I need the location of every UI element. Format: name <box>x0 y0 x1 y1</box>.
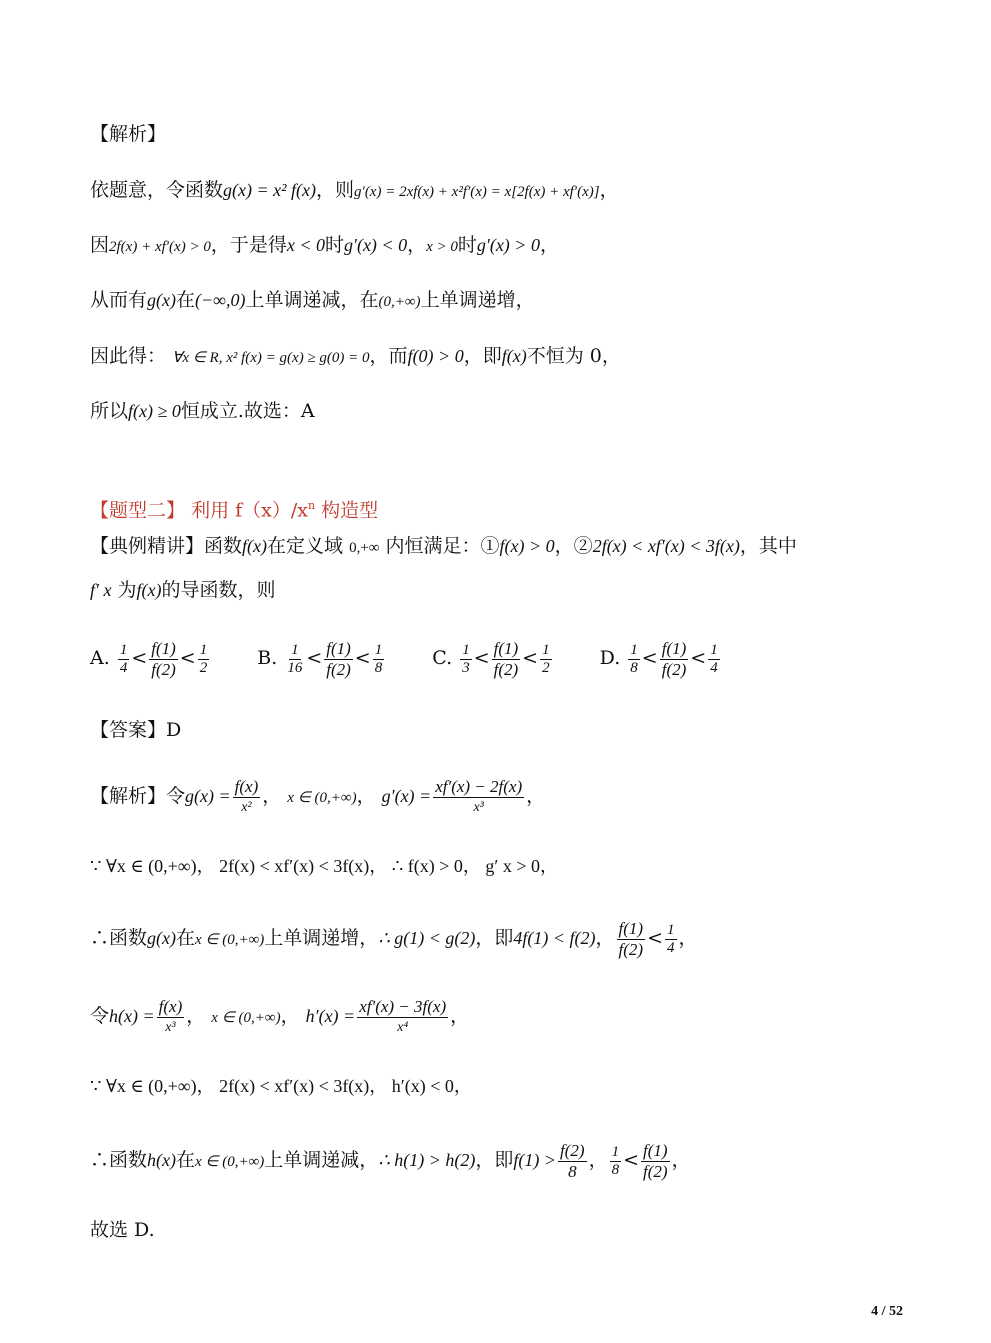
type-sup: n <box>307 499 316 512</box>
frac-den: 3 <box>462 659 470 676</box>
formula: 2f(x) < xf′(x) < 3f(x) <box>592 536 740 556</box>
frac-num: f(1) <box>618 918 644 938</box>
text: 从而有 <box>90 289 148 311</box>
text: ，即 <box>475 927 514 949</box>
formula: g(x) <box>147 928 176 948</box>
text: 上单调递减， <box>264 1149 379 1171</box>
formula: f(1) > <box>513 1150 557 1170</box>
text: ∴函数 <box>90 927 148 949</box>
frac-num: 1 <box>710 641 718 658</box>
frac-den: x³ <box>165 1019 176 1035</box>
text: ，则 <box>316 179 355 201</box>
text: ， <box>599 179 619 201</box>
frac-num: f(1) <box>643 1140 668 1160</box>
formula: h(x) <box>147 1150 176 1170</box>
frac-num: 1 <box>291 641 299 658</box>
frac-num: xf′(x) − 3f(x) <box>359 996 447 1016</box>
frac-num: f(1) <box>493 638 519 658</box>
type-title: 利用 f（x）/x <box>191 499 308 522</box>
analysis-line-1 <box>90 176 931 206</box>
text: 的导函数，则 <box>161 579 276 601</box>
solution-line-1 <box>90 774 931 820</box>
text: ， <box>407 234 427 256</box>
text: 因此得： <box>90 345 167 367</box>
text: 上单调递减，在 <box>245 289 379 311</box>
text: 在定义域 <box>267 535 344 557</box>
text: 令 <box>90 1005 110 1027</box>
text: ，即 <box>463 345 502 367</box>
frac-den: x³ <box>473 799 484 815</box>
frac-den: x² <box>241 799 252 815</box>
analysis-line-2 <box>90 231 931 261</box>
solution-line-5 <box>90 1072 931 1100</box>
options-row <box>90 636 931 680</box>
formula: f(x) <box>242 536 268 556</box>
frac-den: f(2) <box>661 659 687 679</box>
formula: g(x) <box>147 290 176 310</box>
option-d[interactable]: D. $\frac{1}{8}$ < $\frac{f(1)}{f(2)}$ < $\frac{1}{4}$ <box>599 638 718 679</box>
answer: 【答案】D <box>90 719 182 741</box>
formula: ∵ ∀x ∈ (0,+∞)， 2f(x) < xf′(x) < 3f(x)， ∴ f(x) > 0， g′ x > 0， <box>90 856 558 876</box>
formula: g(x) = <box>185 786 231 806</box>
frac-den: 8 <box>611 1161 620 1178</box>
analysis-heading: 【解析】 <box>90 123 167 145</box>
final-choice: 故选 D. <box>90 1219 155 1241</box>
example-label: 【典例精讲】 <box>90 535 205 557</box>
formula: f′ x <box>90 580 112 600</box>
frac-den: f(2) <box>151 659 176 679</box>
frac-num: f(x) <box>158 996 183 1016</box>
text: 【解析】令 <box>90 785 186 807</box>
option-label: C. <box>432 647 453 669</box>
solution-line-6 <box>90 1138 931 1184</box>
text: 时 <box>457 234 477 256</box>
option-b[interactable]: B. $\frac{1}{16}$ < $\frac{f(1)}{f(2)}$ < $\frac{1}{8}$ <box>257 638 383 679</box>
text: ， <box>595 927 615 949</box>
frac-num: 1 <box>667 921 675 938</box>
text: ， <box>671 1149 691 1171</box>
frac-num: f(x) <box>234 776 259 796</box>
frac-num: 1 <box>199 641 208 658</box>
solution-line-2 <box>90 852 931 880</box>
frac-num: f(1) <box>326 638 351 658</box>
text: 上单调递增， <box>264 927 379 949</box>
text: 恒成立.故选：A <box>180 400 315 422</box>
frac-den: 2 <box>199 659 208 676</box>
frac-den: f(2) <box>493 659 519 679</box>
text: 所以 <box>90 400 129 422</box>
formula: g′(x) > 0 <box>476 235 540 255</box>
frac-num: 1 <box>542 641 550 658</box>
frac-num: 1 <box>611 1143 620 1160</box>
analysis-line-5 <box>90 397 931 425</box>
formula: g(x) = x² f(x) <box>223 180 317 200</box>
formula: (−∞,0) <box>195 290 246 310</box>
formula: x ∈ (0,+∞) <box>211 1010 281 1026</box>
text: ， <box>450 1005 470 1027</box>
formula: ∴ g(1) < g(2) <box>378 928 476 948</box>
formula: g′(x) = <box>381 786 432 806</box>
text: ， <box>678 927 698 949</box>
text: ，即 <box>475 1149 514 1171</box>
text: ，② <box>554 535 593 557</box>
text: 在 <box>176 289 196 311</box>
text: 不恒为 0， <box>526 345 621 367</box>
type-heading <box>90 492 931 524</box>
text: < <box>623 1149 640 1171</box>
formula: x ∈ (0,+∞) <box>195 1154 265 1170</box>
frac-den: 8 <box>374 659 383 676</box>
example-line-1 <box>90 532 931 562</box>
frac-num: f(1) <box>151 638 176 658</box>
formula: x > 0 <box>426 239 458 255</box>
analysis-line-4 <box>90 342 931 372</box>
frac-num: xf′(x) − 2f(x) <box>435 776 523 796</box>
text: 函数 <box>204 535 243 557</box>
formula: g′(x) < 0 <box>344 235 408 255</box>
type-label: 【题型二】 <box>90 499 186 522</box>
type-end: 构造型 <box>321 499 379 522</box>
formula: x < 0 <box>286 235 325 255</box>
formula: ∵ ∀x ∈ (0,+∞)， 2f(x) < xf′(x) < 3f(x)， h′(x) < 0， <box>90 1076 472 1096</box>
formula: h′(x) = <box>305 1006 356 1026</box>
frac-num: 1 <box>630 641 638 658</box>
formula: f(x) ≥ 0 <box>128 401 181 421</box>
frac-den: x⁴ <box>397 1019 409 1035</box>
text: ， <box>280 1005 300 1027</box>
text: 依题意，令函数 <box>90 179 224 201</box>
formula: 2f(x) + xf′(x) > 0 <box>109 239 211 255</box>
text: ，而 <box>369 345 408 367</box>
text: ， <box>356 785 376 807</box>
formula: f(0) > 0 <box>407 346 464 366</box>
option-a[interactable]: A. $\frac{1}{4}$ < $\frac{f(1)}{f(2)}$ < $\frac{1}{2}$ <box>90 638 208 679</box>
solution-line-4 <box>90 994 931 1040</box>
formula: f(x) <box>501 346 527 366</box>
frac-num: 1 <box>462 641 470 658</box>
frac-den: f(2) <box>643 1161 668 1181</box>
option-label: A. <box>90 647 110 669</box>
frac-den: 16 <box>287 659 303 676</box>
formula: 4f(1) < f(2) <box>513 928 596 948</box>
text: ， <box>588 1149 608 1171</box>
frac-den: 8 <box>630 659 638 676</box>
frac-den: 8 <box>568 1161 577 1181</box>
text: < <box>647 927 664 949</box>
text: ∴函数 <box>90 1149 148 1171</box>
frac-den: 2 <box>542 659 550 676</box>
formula: ∀x ∈ R, x² f(x) = g(x) ≥ g(0) = 0 <box>172 350 370 366</box>
text: ，于是得 <box>210 234 287 256</box>
text: ， <box>526 785 546 807</box>
example-line-2 <box>90 576 931 604</box>
text: 在 <box>176 927 196 949</box>
page-number: 4 / 52 <box>871 1304 903 1319</box>
frac-num: 1 <box>374 641 383 658</box>
frac-den: 4 <box>667 939 675 956</box>
formula: f(x) > 0 <box>499 536 555 556</box>
solution-line-3 <box>90 916 931 962</box>
frac-num: f(1) <box>661 638 687 658</box>
option-label: D. <box>599 647 621 669</box>
formula: (0,+∞) <box>378 294 421 310</box>
text: ，其中 <box>739 535 797 557</box>
formula: 0,+∞ <box>349 540 380 556</box>
text: 在 <box>176 1149 196 1171</box>
text: ， <box>262 785 282 807</box>
formula: g′(x) = 2xf(x) + x²f′(x) = x[2f(x) + xf′(x)] <box>354 184 600 200</box>
text: 因 <box>90 234 110 256</box>
analysis-line-3 <box>90 286 931 316</box>
frac-num: 1 <box>119 641 128 658</box>
formula: x ∈ (0,+∞) <box>287 790 357 806</box>
formula: h(x) = <box>109 1006 155 1026</box>
text: 为 <box>117 579 137 601</box>
frac-den: 4 <box>119 659 128 676</box>
text: ， <box>186 1005 206 1027</box>
frac-den: f(2) <box>326 659 351 679</box>
text: 上单调递增， <box>420 289 535 311</box>
formula: ∴ h(1) > h(2) <box>378 1150 476 1170</box>
frac-den: 4 <box>710 659 718 676</box>
text: 内恒满足：① <box>385 535 500 557</box>
formula: f(x) <box>136 580 162 600</box>
option-c[interactable]: C. $\frac{1}{3}$ < $\frac{f(1)}{f(2)}$ < $\frac{1}{2}$ <box>432 638 550 679</box>
text: 时 <box>325 234 345 256</box>
frac-den: f(2) <box>618 939 644 959</box>
text: ， <box>539 234 559 256</box>
frac-num: f(2) <box>560 1140 585 1160</box>
option-label: B. <box>257 647 278 669</box>
formula: x ∈ (0,+∞) <box>195 932 265 948</box>
